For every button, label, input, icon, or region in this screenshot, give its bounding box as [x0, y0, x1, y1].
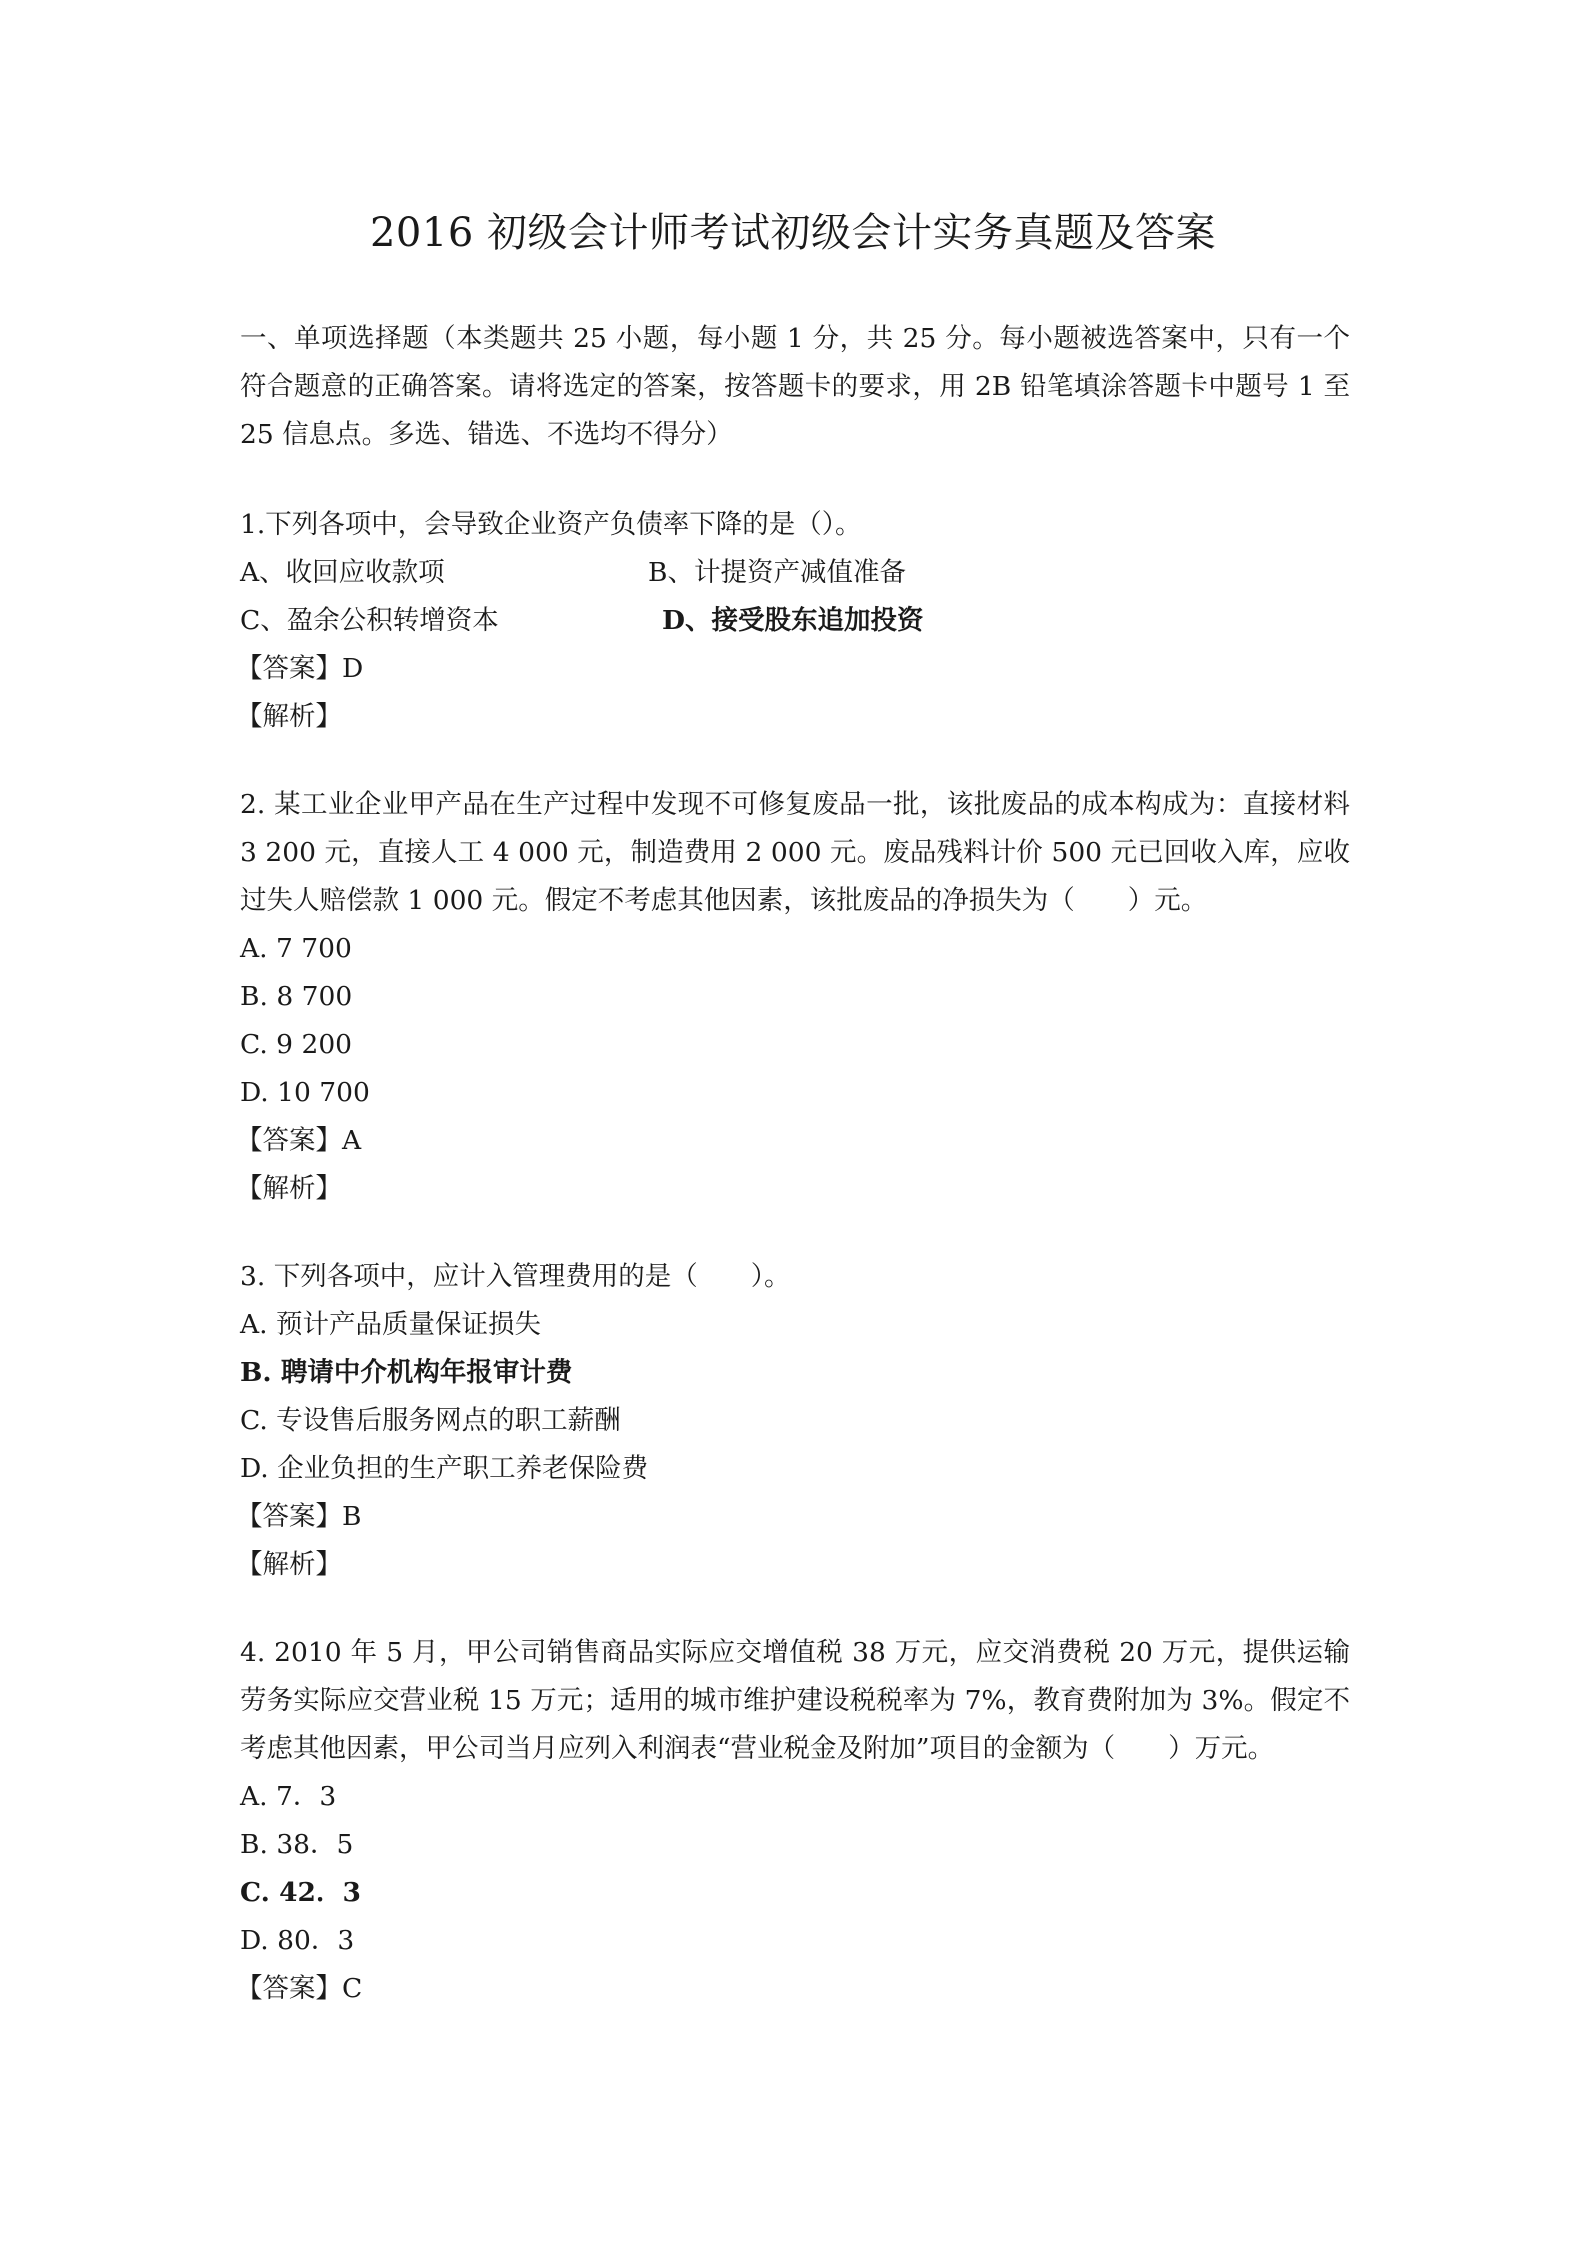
question-2-answer: 【答案】A	[236, 1125, 362, 1156]
question-2	[236, 781, 1350, 1213]
question-4-option-c: C. 42．3	[240, 1877, 361, 1908]
question-2-option-c: C. 9 200	[240, 1029, 353, 1060]
question-1-options-row-1	[240, 549, 1350, 597]
question-3-answer: 【答案】B	[236, 1501, 362, 1532]
question-3-analysis: 【解析】	[236, 1549, 342, 1580]
question-2-analysis: 【解析】	[236, 1173, 342, 1204]
question-2-option-d: D. 10 700	[240, 1077, 370, 1108]
question-2-option-a: A. 7 700	[240, 933, 352, 964]
question-3	[236, 1253, 1350, 1589]
question-4-option-a: A. 7．3	[240, 1781, 337, 1812]
question-3-option-c: C. 专设售后服务网点的职工薪酬	[240, 1405, 621, 1436]
question-4-option-b: B. 38．5	[240, 1829, 354, 1860]
question-1-text: 1.下列各项中，会导致企业资产负债率下降的是（）。	[240, 509, 862, 540]
question-4-option-d: D. 80．3	[240, 1925, 355, 1956]
question-2-text: 2. 某工业企业甲产品在生产过程中发现不可修复废品一批，该批废品的成本构成为：直接材料 3 200 元，直接人工 4 000 元，制造费用 2 000 元。废品残料计价 500 元已回收入库，应收过失人赔偿款 1 000 元。假定不考虑其他因素，该批废品的净损失为（ ）元。	[240, 789, 1350, 916]
question-3-option-a: A. 预计产品质量保证损失	[240, 1309, 541, 1340]
section-intro: 一、单项选择题（本类题共 25 小题，每小题 1 分，共 25 分。每小题被选答案中，只有一个符合题意的正确答案。请将选定的答案，按答题卡的要求，用 2B 铅笔填涂答题卡中题号 1 至 25 信息点。多选、错选、不选均不得分）	[240, 323, 1350, 450]
question-2-option-b: B. 8 700	[240, 981, 353, 1012]
question-3-text: 3. 下列各项中，应计入管理费用的是（ ）。	[240, 1261, 791, 1292]
question-1	[236, 501, 1350, 741]
question-1-option-d: D、接受股东追加投资	[662, 605, 924, 636]
document-body	[236, 315, 1350, 2053]
question-4-answer: 【答案】C	[236, 1973, 363, 2004]
question-1-option-b: B、计提资产减值准备	[648, 557, 906, 588]
question-1-answer: 【答案】D	[236, 653, 364, 684]
question-3-option-b: B. 聘请中介机构年报审计费	[240, 1357, 573, 1388]
question-4	[236, 1629, 1350, 2013]
page-title: 2016 初级会计师考试初级会计实务真题及答案	[369, 210, 1216, 256]
question-1-option-a: A、收回应收款项	[240, 557, 445, 588]
question-3-option-d: D. 企业负担的生产职工养老保险费	[240, 1453, 649, 1484]
question-1-options-row-2	[240, 597, 1350, 645]
question-1-option-c: C、盈余公积转增资本	[240, 605, 499, 636]
question-1-analysis: 【解析】	[236, 701, 342, 732]
question-4-text: 4. 2010 年 5 月，甲公司销售商品实际应交增值税 38 万元，应交消费税 20 万元，提供运输劳务实际应交营业税 15 万元；适用的城市维护建设税税率为 7%，教育费附加为 3%。假定不考虑其他因素，甲公司当月应列入利润表“营业税金及附加”项目的金额为（ ）万元。	[240, 1637, 1350, 1764]
